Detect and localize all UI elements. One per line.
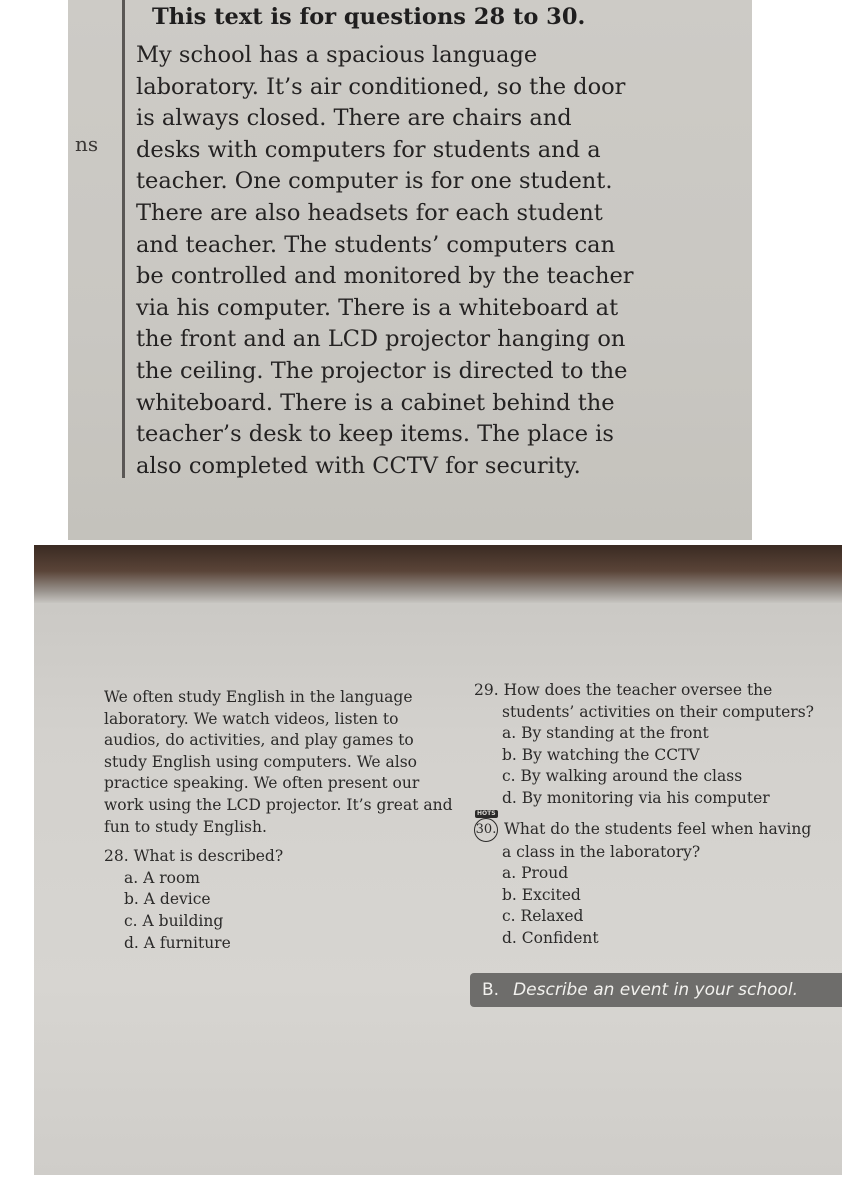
hots-label: HOTS	[477, 809, 496, 817]
passage-line: the front and an LCD projector hanging on	[136, 326, 626, 353]
continuation-line: practice speaking. We often present our	[104, 774, 420, 793]
passage-line: be controlled and monitored by the teacher	[136, 263, 634, 290]
q29-option-b[interactable]: b. By watching the CCTV	[502, 745, 700, 764]
section-b-title: Describe an event in your school.	[513, 980, 799, 1000]
passage-line: is always closed. There are chairs and	[136, 105, 572, 132]
passage-margin-rule	[122, 0, 125, 478]
passage-line: also completed with CCTV for security.	[136, 452, 581, 479]
q30-option-b[interactable]: b. Excited	[502, 885, 581, 904]
question-29-line1: 29. How does the teacher oversee the	[474, 681, 773, 699]
passage-line: the ceiling. The projector is directed to the	[136, 357, 628, 384]
q28-option-d[interactable]: d. A furniture	[124, 933, 231, 952]
q30-option-a[interactable]: a. Proud	[502, 864, 569, 883]
section-b-letter: B.	[482, 980, 500, 1000]
q28-option-a[interactable]: a. A room	[124, 868, 200, 887]
question-29-line2: students’ activities on their computers?	[502, 702, 814, 721]
q30-option-d[interactable]: d. Confident	[502, 928, 599, 947]
continuation-line: study English using computers. We also	[104, 752, 417, 771]
question-28: 28. What is described?	[104, 847, 284, 866]
continuation-line: work using the LCD projector. It’s great and	[104, 795, 453, 814]
passage-heading: This text is for questions 28 to 30.	[152, 4, 586, 30]
margin-tab-text: ns	[75, 132, 99, 156]
passage-line: My school has a spacious language	[136, 42, 538, 68]
q29-option-d[interactable]: d. By monitoring via his computer	[502, 788, 770, 807]
question-30-number: 30.	[475, 821, 497, 837]
hots-badge	[474, 809, 498, 842]
passage-line: There are also headsets for each student	[136, 199, 603, 226]
q29-option-a[interactable]: a. By standing at the front	[502, 724, 709, 743]
passage-text	[136, 40, 696, 482]
book-top-edge	[34, 545, 842, 603]
q30-option-c[interactable]: c. Relaxed	[502, 907, 584, 926]
questions-photo	[34, 545, 842, 1175]
continuation-line: audios, do activities, and play games to	[104, 731, 414, 750]
right-column	[474, 680, 834, 950]
continuation-line: fun to study English.	[104, 817, 267, 836]
q28-option-b[interactable]: b. A device	[124, 890, 211, 909]
passage-line: and teacher. The students’ computers can	[136, 231, 616, 258]
question-30-line1	[474, 809, 834, 842]
q29-option-c[interactable]: c. By walking around the class	[502, 767, 743, 786]
passage-line: teacher’s desk to keep items. The place is	[136, 421, 614, 448]
passage-line: whiteboard. There is a cabinet behind the	[136, 389, 615, 416]
passage-line: via his computer. There is a whiteboard at	[136, 294, 619, 321]
continuation-line: We often study English in the language	[104, 688, 413, 706]
passage-line: teacher. One computer is for one student.	[136, 168, 613, 195]
left-column	[104, 687, 464, 954]
q28-option-c[interactable]: c. A building	[124, 911, 224, 930]
passage-line: desks with computers for students and a	[136, 136, 601, 163]
continuation-line: laboratory. We watch videos, listen to	[104, 709, 399, 728]
section-b-banner	[470, 973, 842, 1007]
question-30-text: What do the students feel when having	[504, 819, 812, 838]
question-30-line2: a class in the laboratory?	[502, 842, 701, 861]
passage-line: laboratory. It’s air conditioned, so the door	[136, 73, 626, 100]
